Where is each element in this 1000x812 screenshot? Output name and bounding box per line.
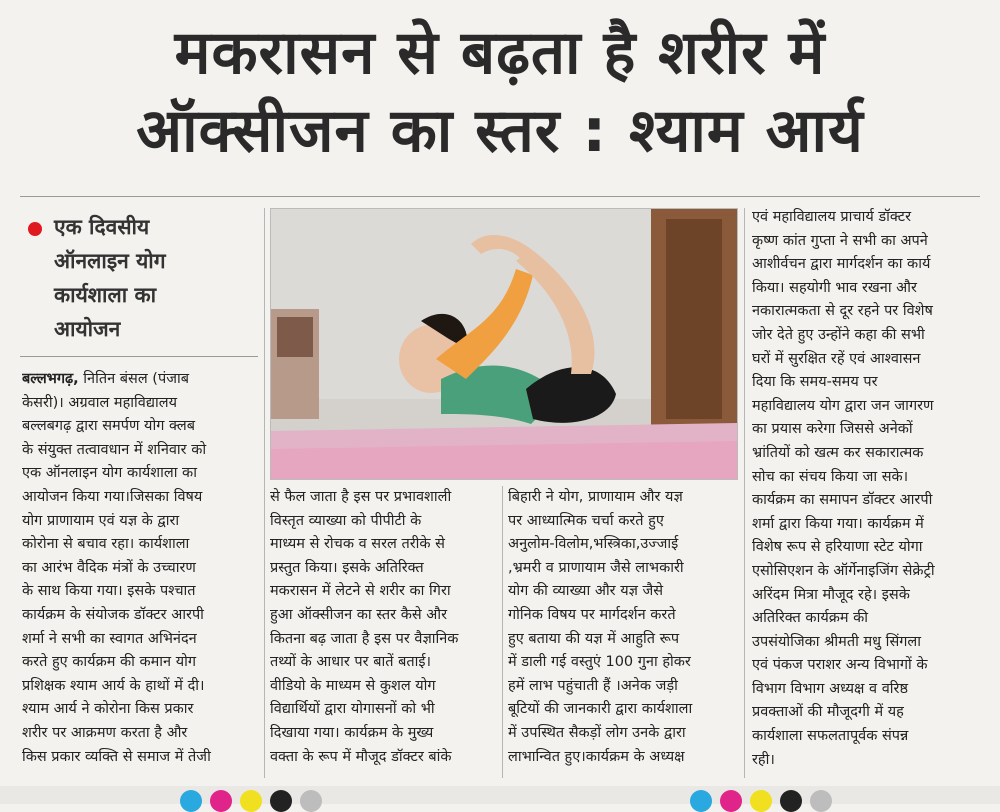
column-4-line: शर्मा द्वारा किया गया। कार्यक्रम में — [752, 515, 924, 532]
registration-mark-yellow-icon — [240, 790, 262, 812]
registration-mark-yellow-icon — [750, 790, 772, 812]
headline-rule — [20, 196, 980, 197]
column-4-line: उपसंयोजिका श्रीमती मधु सिंगला — [752, 633, 921, 650]
column-3-line: हमें लाभ पहुंचाती हैं ।अनेक जड़ी — [508, 677, 678, 694]
column-3-line: हुए बताया की यज्ञ में आहुति रूप — [508, 630, 680, 647]
column-1-line: प्रशिक्षक श्याम आर्य के हाथों में दी। — [22, 677, 205, 694]
column-4-line: अरिंदम मित्रा मौजूद रहे। इसके — [752, 586, 910, 603]
column-1-line: किस प्रकार व्यक्ति से समाज में तेजी — [22, 748, 211, 765]
photo-yoga-dhanurasana — [270, 208, 738, 480]
column-1-line: एक ऑनलाइन योग कार्यशाला का — [22, 465, 197, 482]
column-2-line: विस्तृत व्याख्या को पीपीटी के — [270, 512, 422, 529]
column-4-line: भ्रांतियों को खत्म कर सकारात्मक — [752, 444, 924, 461]
column-2-line: माध्यम से रोचक व सरल तरीके से — [270, 536, 445, 553]
column-3-line: बूटियों की जानकारी द्वारा कार्यशाला — [508, 701, 693, 718]
column-2-line: मकरासन में लेटने से शरीर का गिरा — [270, 583, 451, 600]
column-3-line: में डाली गई वस्तुएं 100 गुना होकर — [508, 654, 691, 671]
kicker-line-1: एक दिवसीय — [54, 215, 150, 239]
headline — [20, 14, 980, 170]
column-1-line: शरीर पर आक्रमण करता है और — [22, 724, 188, 741]
column-4-line: सोच का संचय किया जा सके। — [752, 468, 909, 485]
registration-mark-gray-icon — [810, 790, 832, 812]
article-column-2 — [270, 486, 498, 769]
column-3-line: बिहारी ने योग, प्राणायाम और यज्ञ — [508, 489, 683, 505]
registration-mark-gray-icon — [300, 790, 322, 812]
column-1-line: बल्लबगढ़ द्वारा समर्पण योग क्लब — [22, 418, 196, 435]
red-bullet-dot-icon — [28, 222, 42, 236]
column-divider — [264, 208, 265, 778]
column-4-line: विशेष रूप से हरियाणा स्टेट योगा — [752, 539, 923, 556]
column-4-line: कृष्ण कांत गुप्ता ने सभी का अपने — [752, 232, 928, 249]
kicker-rule — [20, 356, 258, 357]
registration-mark-cyan-icon — [690, 790, 712, 812]
article-column-3 — [508, 486, 740, 769]
column-4-line: अतिरिक्त कार्यक्रम की — [752, 610, 869, 627]
column-2-line: दिखाया गया। कार्यक्रम के मुख्य — [270, 724, 434, 741]
kicker-line-4: आयोजन — [54, 317, 121, 341]
kicker-line-2: ऑनलाइन योग — [54, 249, 166, 273]
column-4-line: कार्यशाला सफलतापूर्वक संपन्न — [752, 728, 909, 745]
column-divider — [502, 486, 503, 778]
column-1-byline: नितिन बंसल (पंजाब — [78, 371, 189, 387]
column-divider — [744, 208, 745, 778]
column-3-line: में उपस्थित सैकड़ों लोग उनके द्वारा — [508, 724, 686, 741]
registration-mark-cyan-icon — [180, 790, 202, 812]
column-2-line: विद्यार्थियों द्वारा योगासनों को भी — [270, 701, 435, 718]
column-4-line: रही। — [752, 751, 775, 768]
column-4-line: घरों में सुरक्षित रहें एवं आश्वासन — [752, 350, 921, 367]
column-3-line: पर आध्यात्मिक चर्चा करते हुए — [508, 512, 664, 529]
column-1-line: कार्यक्रम के संयोजक डॉक्टर आरपी — [22, 606, 204, 623]
print-margin-strip — [0, 786, 1000, 804]
column-4-line: का प्रयास करेगा जिससे अनेकों — [752, 421, 913, 438]
column-2-line: से फैल जाता है इस पर प्रभावशाली — [270, 489, 452, 505]
headline-line-1: मकरासन से बढ़ता है शरीर में — [174, 18, 826, 88]
column-1-line: योग प्राणायाम एवं यज्ञ के द्वारा — [22, 512, 180, 529]
column-2-line: हुआ ऑक्सीजन का स्तर कैसे और — [270, 606, 448, 623]
registration-mark-black-icon — [780, 790, 802, 812]
column-4-line: एसोसिएशन के ऑर्गेनाइजिंग सेक्रेट्री — [752, 562, 935, 579]
column-2-line: तथ्यों के आधार पर बातें बताई। — [270, 654, 432, 671]
column-4-line: नकारात्मकता से दूर रहने पर विशेष — [752, 303, 933, 320]
column-4-line: एवं पंकज पराशर अन्य विभागों के — [752, 657, 928, 674]
column-1-line: के साथ किया गया। इसके पश्चात — [22, 583, 196, 600]
column-2-line: प्रस्तुत किया। इसके अतिरिक्त — [270, 559, 424, 576]
column-1-line: करते हुए कार्यक्रम की कमान योग — [22, 654, 197, 671]
article-column-1 — [22, 368, 258, 769]
column-1-line: का आरंभ वैदिक मंत्रों के उच्चारण — [22, 559, 196, 576]
column-4-line: प्रवक्ताओं की मौजूदगी में यह — [752, 704, 904, 721]
column-3-line: गोनिक विषय पर मार्गदर्शन करते — [508, 606, 676, 623]
column-1-line: केसरी)। अग्रवाल महाविद्यालय — [22, 394, 177, 411]
column-4-line: कार्यक्रम का समापन डॉक्टर आरपी — [752, 492, 933, 509]
headline-line-2: ऑक्सीजन का स्तर : श्याम आर्य — [136, 96, 864, 166]
registration-mark-magenta-icon — [210, 790, 232, 812]
registration-mark-black-icon — [270, 790, 292, 812]
column-4-line: किया। सहयोगी भाव रखना और — [752, 279, 917, 296]
column-1-line: के संयुक्त तत्वावधान में शनिवार को — [22, 441, 207, 458]
column-1-line: श्याम आर्य ने कोरोना किस प्रकार — [22, 701, 194, 718]
column-4-line: महाविद्यालय योग द्वारा जन जागरण — [752, 397, 934, 414]
yoga-photo-icon — [271, 209, 737, 479]
column-4-line: आशीर्वचन द्वारा मार्गदर्शन का कार्य — [752, 256, 931, 273]
column-1-line: आयोजन किया गया।जिसका विषय — [22, 488, 203, 505]
kicker-line-3: कार्यशाला का — [54, 283, 157, 307]
kicker-text — [54, 210, 254, 346]
column-3-line: अनुलोम-विलोम,भस्त्रिका,उज्जाई — [508, 536, 679, 553]
column-1-line: कोरोना से बचाव रहा। कार्यशाला — [22, 536, 190, 553]
column-3-line: योग की व्याख्या और यज्ञ जैसे — [508, 583, 664, 600]
column-1-line: शर्मा ने सभी का स्वागत अभिनंदन — [22, 630, 197, 647]
column-2-line: वीडियो के माध्यम से कुशल योग — [270, 677, 436, 694]
column-2-line: वक्ता के रूप में मौजूद डॉक्टर बांके — [270, 748, 452, 765]
column-3-line: ,भ्रमरी व प्राणायाम जैसे लाभकारी — [508, 559, 684, 576]
column-3-line: लाभान्वित हुए।कार्यक्रम के अध्यक्ष — [508, 748, 685, 765]
dateline: बल्लभगढ़, — [22, 371, 79, 387]
column-2-line: कितना बढ़ जाता है इस पर वैज्ञानिक — [270, 630, 459, 647]
registration-mark-magenta-icon — [720, 790, 742, 812]
column-4-line: एवं महाविद्यालय प्राचार्य डॉक्टर — [752, 209, 912, 225]
column-4-line: जोर देते हुए उन्होंने कहा की सभी — [752, 326, 925, 343]
column-1-line-1 — [22, 368, 258, 392]
column-4-line: विभाग विभाग अध्यक्ष व वरिष्ठ — [752, 680, 908, 697]
article-column-4 — [752, 206, 982, 772]
column-4-line: दिया कि समय-समय पर — [752, 374, 878, 391]
